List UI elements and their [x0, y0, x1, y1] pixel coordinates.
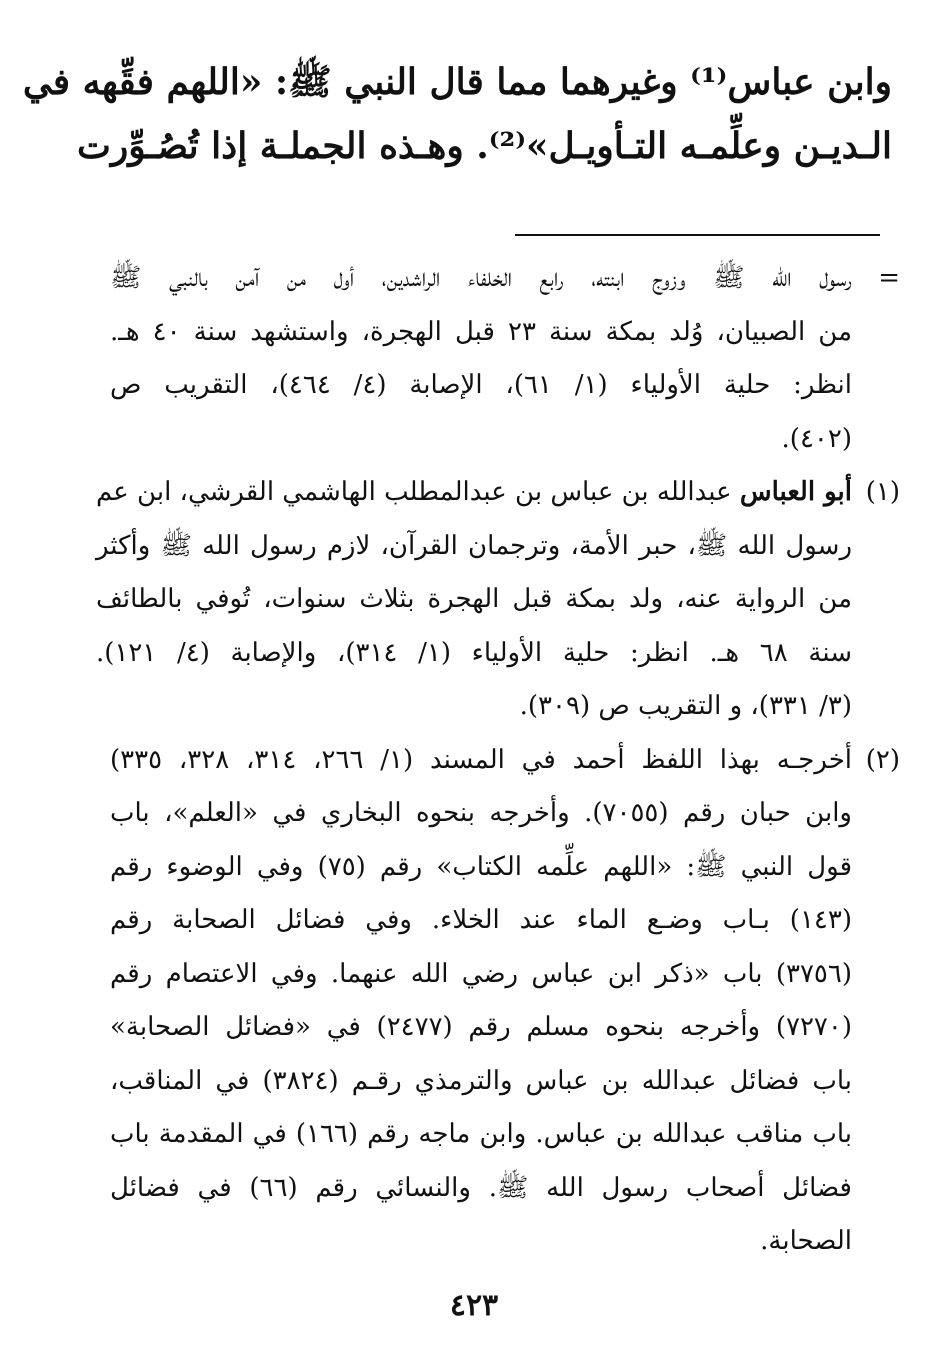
footnote-marker: =	[878, 263, 900, 293]
footnote-line: سنة ٦٨ هـ. انظر: حلية الأولياء (١/ ٣١٤)، والإصابة (٤/ ١٢١).	[95, 637, 852, 668]
footnote-line: (٣/ ٣٣١)، و التقريب ص (٣٠٩).	[519, 691, 852, 721]
footnote-line: من الصبيان، وُلد بمكة سنة ٢٣ قبل الهجرة، واستشهد سنة ٤٠ هـ.	[110, 316, 853, 347]
page-number: ٤٢٣	[449, 1288, 499, 1323]
footnote-line: (٧٢٧٠) وأخرجه بنحوه مسلم رقم (٢٤٧٧) في «فضائل الصحابة»	[110, 1012, 853, 1042]
footnote-line: (٣٧٥٦) باب «ذكر ابن عباس رضي الله عنهما. وفي الاعتصام رقم	[110, 958, 852, 989]
footnote-line: رسول الله ﷺ وزوج ابنته، رابع الخلفاء الراشدين، أول من آمن بالنبي ﷺ	[110, 263, 852, 293]
footnote-2	[110, 734, 900, 1269]
footnote-line: باب مناقب عبدالله بن عباس. وابن ماجه رقم (١٦٦) في المقدمة باب	[110, 1119, 852, 1149]
footnote-text: عبدالله بن عباس بن عبدالمطلب الهاشمي القرشي، ابن عم	[95, 477, 740, 507]
footnote-line: انظر: حلية الأولياء (١/ ٦١)، الإصابة (٤/ ٤٦٤)، التقريب ص	[110, 370, 853, 400]
footnote-separator	[515, 234, 880, 236]
footnote-marker: (١)	[865, 477, 900, 507]
main-text-line: وابن عباس⁽¹⁾ وغيرهما مما قال النبي ﷺ: «اللهم فقِّهه في	[22, 61, 892, 103]
footnote-line: قول النبي ﷺ: «اللهم علِّمه الكتاب» رقم (٧٥) وفي الوضوء رقم	[110, 851, 852, 882]
footnotes	[95, 252, 900, 1269]
footnote-line: باب فضائل عبدالله بن عباس والترمذي رقـم (٣٨٢٤) في المناقب،	[110, 1065, 852, 1096]
footnote-1	[95, 466, 900, 734]
footnote-line: الصحابة.	[760, 1226, 852, 1256]
footnote-line: فضائل أصحاب رسول الله ﷺ. والنسائي رقم (٦٦) في فضائل	[110, 1172, 852, 1203]
footnote-line	[96, 466, 852, 520]
footnote-body	[96, 466, 852, 734]
footnote-body	[110, 734, 852, 1269]
footnote-line: أخرجـه بهذا اللفظ أحمد في المسند (١/ ٢٦٦، ٣١٤، ٣٢٨، ٣٣٥)	[110, 744, 852, 775]
footnote-continued	[110, 252, 900, 466]
footnote-line: وابن حبان رقم (٧٠٥٥). وأخرجه بنحوه البخاري في «العلم»، باب	[110, 798, 852, 828]
footnote-line: رسول الله ﷺ، حبر الأمة، وترجمان القرآن، لازم رسول الله ﷺ وأكثر	[95, 530, 852, 561]
footnote-line: من الرواية عنه، ولد بمكة قبل الهجرة بثلاث سنوات، تُوفي بالطائف	[95, 584, 852, 614]
main-text	[22, 50, 892, 178]
main-text-line: الـديـن وعلِّمـه التـأويـل»⁽²⁾. وهـذه الجملـة إذا تُصُـوِّرت	[76, 125, 892, 167]
footnote-line: (١٤٣) بـاب وضـع الماء عند الخلاء. وفي فضائل الصحابة رقم	[110, 905, 852, 935]
footnote-marker: (٢)	[865, 744, 900, 775]
footnote-line: (٤٠٢).	[781, 423, 852, 454]
footnote-body	[110, 252, 852, 466]
footnote-name: أبو العباس	[739, 477, 852, 507]
